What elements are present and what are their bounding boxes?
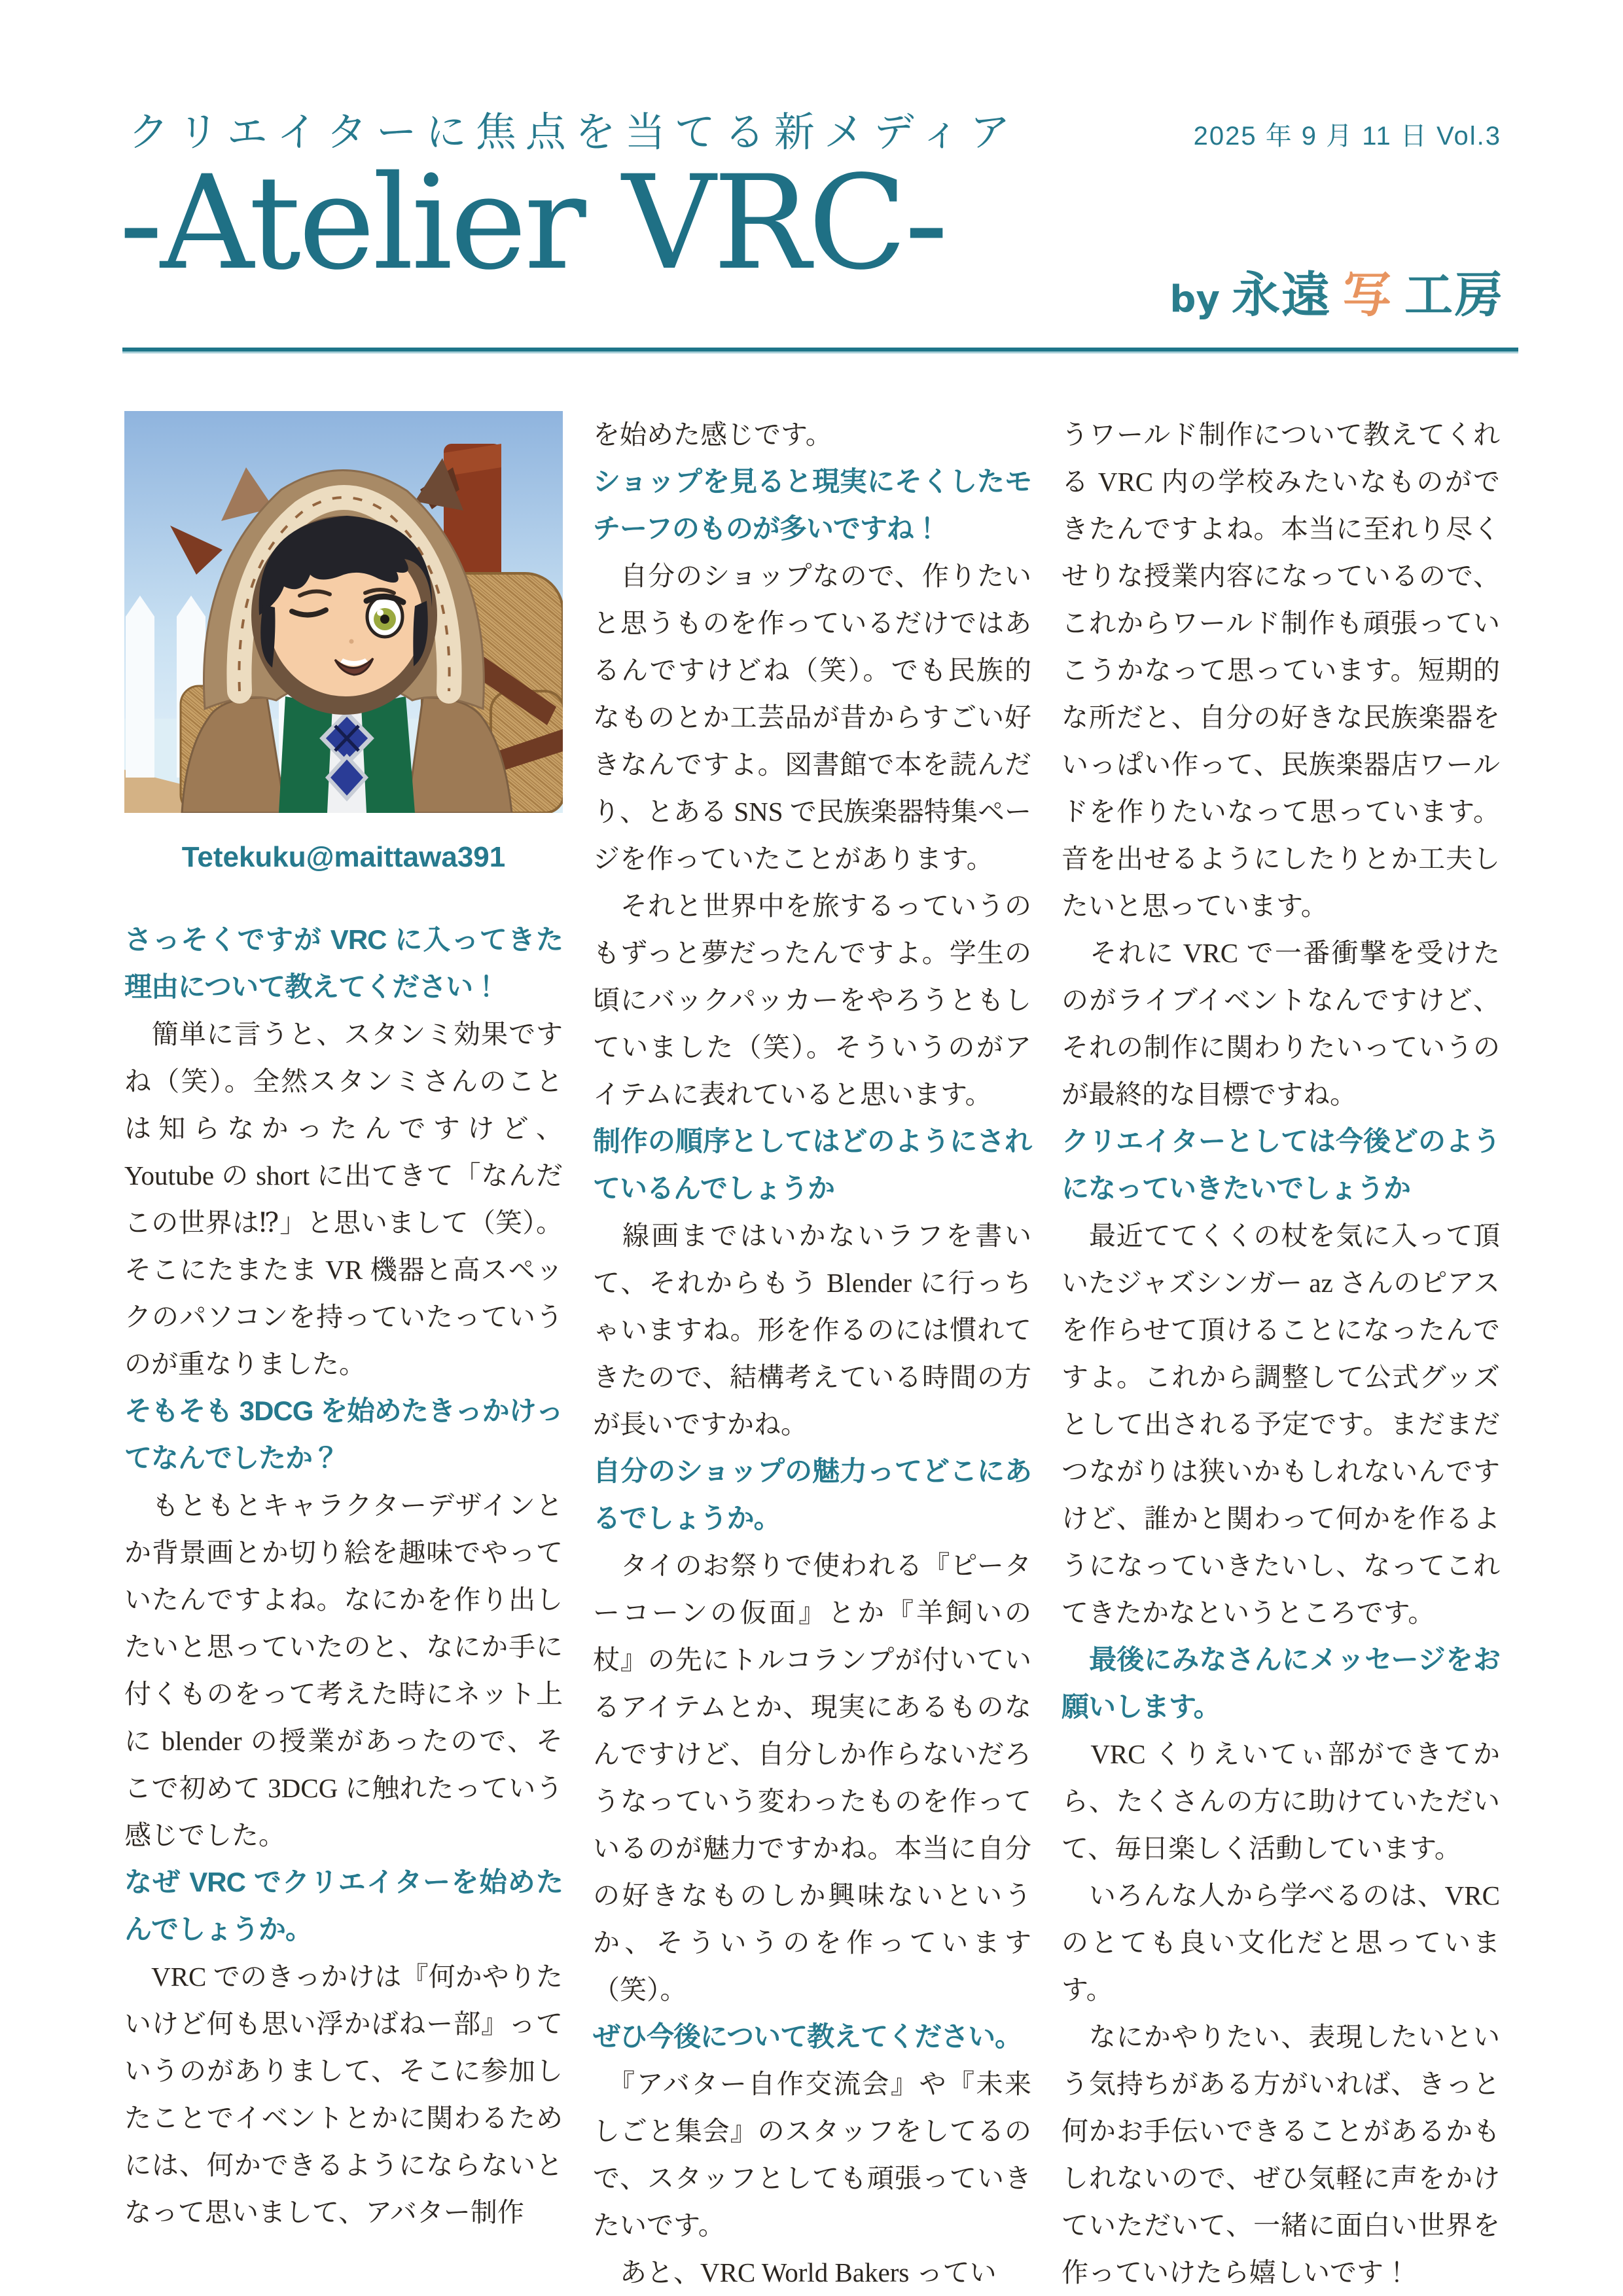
interview-answer: いろんな人から学べるのは、VRC のとても良い文化だと思っています。 xyxy=(1061,1880,1500,2005)
interview-answer: 簡単に言うと、スタンミ効果ですね（笑）。全然スタンミさんのことは知らなかったんですけど、Youtube の short に出てきて「なんだこの世界は⁉」と思いまして（笑）。そこにたまたま VR 機器と高スペックのパソコンを持っていたっていうのが重なりました。 xyxy=(124,1019,563,1379)
interview-question: 最後にみなさんにメッセージをお願いします。 xyxy=(1061,1644,1500,1722)
interview-answer: を始めた感じです。 xyxy=(593,420,832,450)
interview-answer: 最近ててくくの杖を気に入って頂いたジャズシンガー az さんのピアスを作らせて頂けることになったんですよ。これから調整して公式グッズとして出される予定です。まだまだつながりは狭いかもしれないんですけど、誰かと関わって何かを作るようになっていきたいし、なってこれてきたかなというところです。 xyxy=(1061,1221,1500,1628)
logo-studio-name-part3: 工房 xyxy=(1404,267,1504,323)
interview-answer: VRC くりえいてぃ部ができてから、たくさんの方に助けていただいて、毎日楽しく活動しています。 xyxy=(1061,1739,1500,1863)
interview-answer: あと、VRC World Bakers ってい xyxy=(593,2257,997,2287)
newsletter-title: -Atelier VRC- xyxy=(119,147,946,298)
column-2 xyxy=(593,411,1031,2296)
interview-answer: それと世界中を旅するっていうのもずっと夢だったんですよ。学生の頃にバックパッカーをやろうともしていました（笑）。そういうのがアイテムに表れていると思います。 xyxy=(593,891,1031,1109)
interview-question: 制作の順序としてはどのようにされているんでしょうか xyxy=(593,1126,1031,1204)
interview-answer: なにかやりたい、表現したいという気持ちがある方がいれば、きっと何かお手伝いできることがあるかもしれないので、ぜひ気軽に声をかけていただいて、一緒に面白い世界を作っていけたら嬉しいです！ xyxy=(1061,2022,1500,2287)
interview-answer: タイのお祭りで使われる『ピーターコーンの仮面』とか『羊飼いの杖』の先にトルコランプが付いているアイテムとか、現実にあるものなんですけど、自分しか作らないだろうなっていう変わったものを作っているのが魅力ですかね。本当に自分の好きなものしか興味ないというか、そういうのを作っています（笑）。 xyxy=(593,1551,1031,2005)
interview-answer: うワールド制作について教えてくれる VRC 内の学校みたいなものができたんですよね。本当に至れり尽くせりな授業内容になっているので、これからワールド制作も頑張っていこうかなって思っています。短期的な所だと、自分の好きな民族楽器をいっぱい作って、民族楽器店ワールドを作りたいなって思っています。音を出せるようにしたりとか工夫したいと思っています。 xyxy=(1061,420,1500,921)
column-1 xyxy=(124,411,563,2296)
column-3 xyxy=(1061,411,1500,2296)
avatar-illustration xyxy=(124,411,563,813)
publisher-logo xyxy=(1169,257,1504,326)
interview-question: そもそも 3DCG を始めたきっかけってなんでしたか？ xyxy=(124,1395,563,1473)
masthead-divider xyxy=(122,348,1518,353)
interview-answer: もともとキャラクターデザインとか背景画とか切り絵を趣味でやっていたんですよね。なにかを作り出したいと思っていたのと、なにか手に付くものをって考えた時にネット上に blender の授業があったので、そこで初めて 3DCG に触れたっていう感じでした。 xyxy=(124,1490,563,1850)
interview-question: さっそくですが VRC に入ってきた理由について教えてください！ xyxy=(124,924,563,1002)
interviewee-name: Tetekuku@maittawa391 xyxy=(181,841,506,873)
logo-studio-name-part1: 永遠 xyxy=(1232,267,1331,323)
interview-answer: 線画まではいかないラフを書いて、それからもう Blender に行っちゃいますね。形を作るのには慣れてきたので、結構考えている時間の方が長いですかね。 xyxy=(593,1221,1031,1439)
interview-answer: 『アバター自作交流会』や『未来しごと集会』のスタッフをしてるので、スタッフとしても頑張っていきたいです。 xyxy=(593,2069,1031,2240)
interview-question: ショップを見ると現実にそくしたモチーフのものが多いですね！ xyxy=(593,466,1031,544)
interview-answer: それに VRC で一番衝撃を受けたのがライブイベントなんですけど、それの制作に関わりたいっていうのが最終的な目標ですね。 xyxy=(1061,938,1500,1109)
interview-question: 自分のショップの魅力ってどこにあるでしょうか。 xyxy=(593,1456,1031,1534)
interview-question: クリエイターとしては今後どのようになっていきたいでしょうか xyxy=(1061,1126,1500,1204)
interviewee-photo xyxy=(124,411,563,813)
issue-date: 2025 年 9 月 11 日 Vol.3 xyxy=(1193,122,1501,151)
logo-by-text: by xyxy=(1169,278,1220,321)
newsletter-tagline: クリエイターに焦点を当てる新メディア xyxy=(128,110,1020,155)
logo-studio-name-part2: 写 xyxy=(1343,267,1393,323)
article-columns xyxy=(124,411,1500,2296)
interview-answer: 自分のショップなので、作りたいと思うものを作っているだけではあるんですけどね（笑）。でも民族的なものとか工芸品が昔からすごい好きなんですよ。図書館で本を読んだり、とある SNS で民族楽器特集ページを作っていたことがあります。 xyxy=(593,561,1031,874)
interview-question: ぜひ今後について教えてください。 xyxy=(593,2021,1022,2052)
interview-answer: VRC でのきっかけは『何かやりたいけど何も思い浮かばねー部』っていうのがありまして、そこに参加したことでイベントとかに関わるためには、何かできるようにならないとなって思いまして、アバター制作 xyxy=(124,1962,563,2227)
column-1-text xyxy=(124,916,563,2236)
interview-question: なぜ VRC でクリエイターを始めたんでしょうか。 xyxy=(124,1867,563,1945)
